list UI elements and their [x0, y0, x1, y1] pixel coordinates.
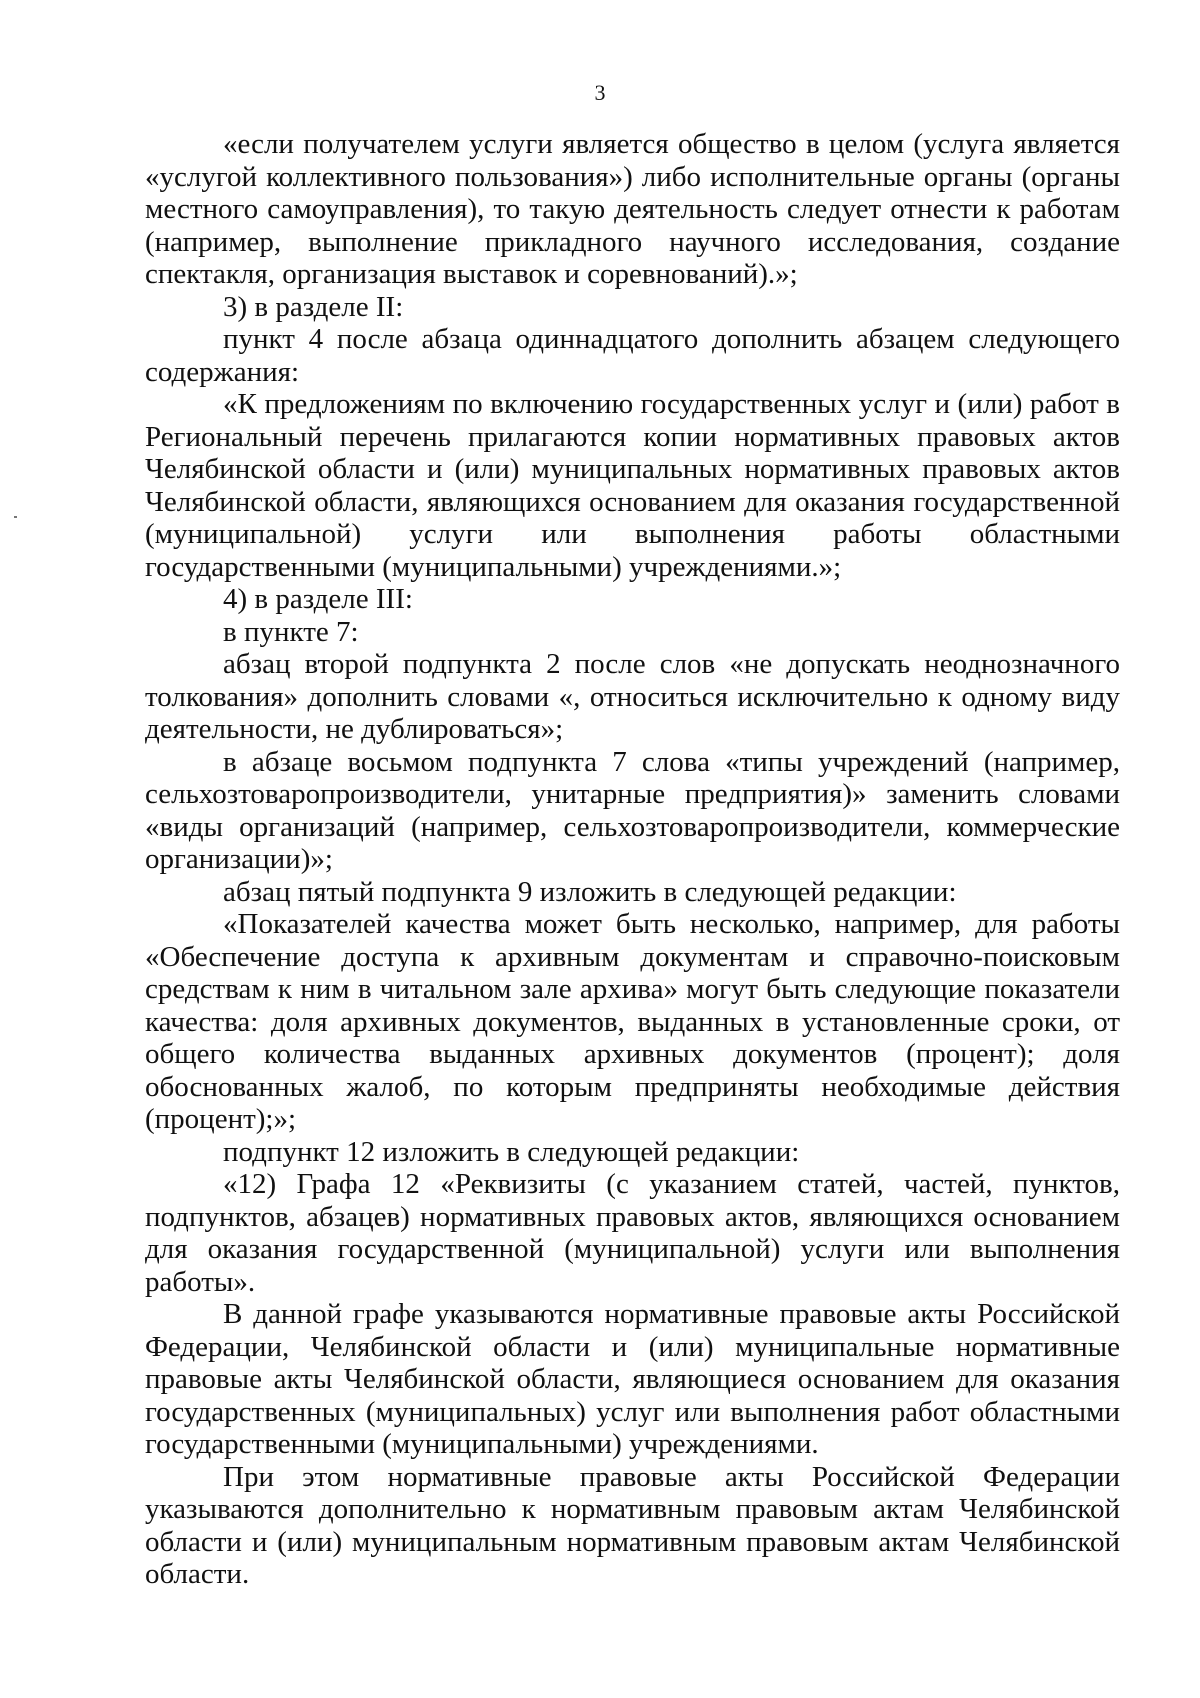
paragraph-section-2: 3) в разделе II:	[223, 290, 404, 323]
paragraph-quote-column-12: «12) Графа 12 «Реквизиты (с указанием статей, частей, пунктов, подпунктов, абзацев) нормативных правовых актов, являющихся основанием для оказания государственной (муниципальной) услуги или выполнения работы».	[145, 1168, 1120, 1298]
paragraph-column-acts: В данной графе указываются нормативные правовые акты Российской Федерации, Челябинской области и (или) муниципальные нормативные правовые акты Челябинской области, являющиеся основанием для оказания государственных (муниципальных) услуг или выполнения работ областными государственными (муниципальными) учреждениями.	[145, 1298, 1120, 1460]
paragraph-section-3: 4) в разделе III:	[223, 583, 413, 615]
document-body	[145, 128, 1120, 1591]
paragraph-point-7: в пункте 7:	[223, 615, 359, 648]
page-number: 3	[594, 80, 606, 105]
paragraph-subpoint-12: подпункт 12 изложить в следующей редакции:	[223, 1135, 800, 1168]
paragraph-quote-services: «если получателем услуги является общество в целом (услуга является «услугой коллективного пользования») либо исполнительные органы (органы местного самоуправления), то такую деятельность следует отнести к работам (например, выполнение прикладного научного исследования, создание спектакля, организация выставок и соревнований).»;	[145, 128, 1120, 290]
paragraph-subpoint-9: абзац пятый подпункта 9 изложить в следующей редакции:	[223, 875, 957, 908]
paragraph-quote-quality: «Показателей качества может быть несколько, например, для работы «Обеспечение доступа к архивным документам и справочно-поисковым средствам к ним в читальном зале архива» могут быть следующие показатели качества: доля архивных документов, выданных в установленные сроки, от общего количества выданных архивных документов (процент); доля обоснованных жалоб, по которым предприняты необходимые действия (процент);»;	[145, 908, 1120, 1135]
paragraph-subpoint-2: абзац второй подпункта 2 после слов «не допускать неоднозначного толкования» дополнить словами «, относиться исключительно к одному виду деятельности, не дублироваться»;	[145, 648, 1120, 745]
paragraph-quote-proposals: «К предложениям по включению государственных услуг и (или) работ в Региональный перечень прилагаются копии нормативных правовых актов Челябинской области и (или) муниципальных нормативных правовых актов Челябинской области, являющихся основанием для оказания государственной (муниципальной) услуги или выполнения работы областными государственными (муниципальными) учреждениями.»;	[145, 388, 1120, 583]
paragraph-federal-acts: При этом нормативные правовые акты Российской Федерации указываются дополнительно к нормативным правовым актам Челябинской области и (или) муниципальным нормативным правовым актам Челябинской области.	[145, 1460, 1120, 1590]
scan-speck	[14, 516, 17, 518]
paragraph-subpoint-7: в абзаце восьмом подпункта 7 слова «типы учреждений (например, сельхозтоваропроизводители, унитарные предприятия)» заменить словами «виды организаций (например, сельхозтоваропроизводители, коммерческие организации)»;	[145, 745, 1120, 875]
paragraph-point-4: пункт 4 после абзаца одиннадцатого дополнить абзацем следующего содержания:	[145, 323, 1120, 388]
